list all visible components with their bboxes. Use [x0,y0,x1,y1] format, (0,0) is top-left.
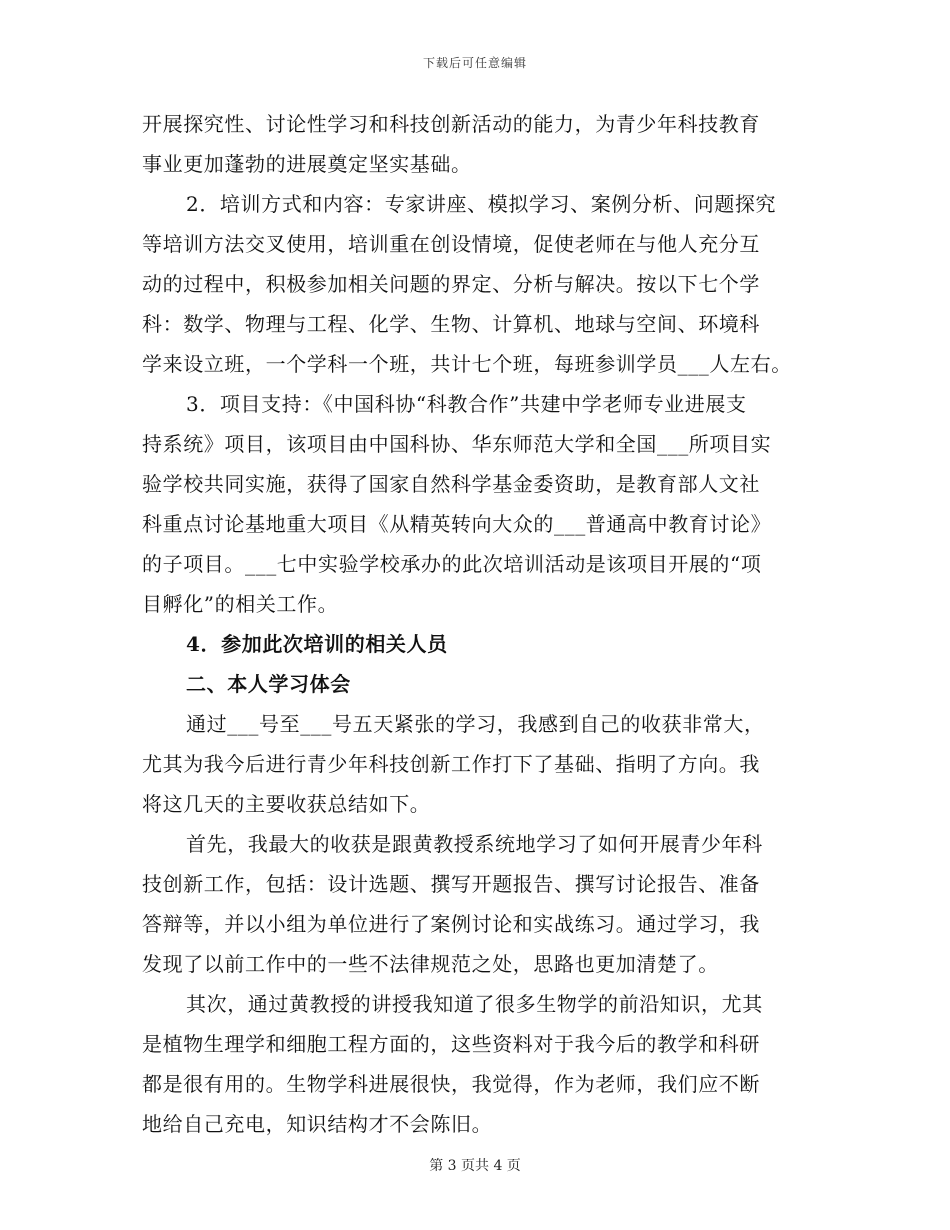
text-line: 等培训方法交叉使用，培训重在创设情境，促使老师在与他人充分互 [142,232,760,256]
text-line: 地给自己充电，知识结构才不会陈旧。 [142,1112,493,1136]
text-line: 通过___号至___号五天紧张的学习，我感到自己的收获非常大， [186,712,765,736]
section-heading: 4．参加此次培训的相关人员 [186,632,448,656]
text-line: 都是很有用的。生物学科进展很快，我觉得，作为老师，我们应不断 [142,1072,760,1096]
text-line: 技创新工作，包括：设计选题、撰写开题报告、撰写讨论报告、准备 [142,872,760,896]
page-header: 下载后可任意编辑 [422,56,527,70]
text-line: 发现了以前工作中的一些不法律规范之处，思路也更加清楚了。 [142,952,719,976]
text-line: 目孵化”的相关工作。 [142,592,339,616]
text-line: 首先，我最大的收获是跟黄教授系统地学习了如何开展青少年科 [186,832,763,856]
text-line: 的子项目。___七中实验学校承办的此次培训活动是该项目开展的“项 [142,552,762,576]
text-line: 是植物生理学和细胞工程方面的，这些资料对于我今后的教学和科研 [142,1032,760,1056]
text-line: 持系统》项目，该项目由中国科协、华东师范大学和全国___所项目实 [142,432,772,456]
text-line: 尤其为我今后进行青少年科技创新工作打下了基础、指明了方向。我 [142,752,760,776]
text-line: 3．项目支持：《中国科协“科教合作”共建中学老师专业进展支 [186,392,747,416]
text-line: 将这几天的主要收获总结如下。 [142,792,431,816]
text-line: 科：数学、物理与工程、化学、生物、计算机、地球与空间、环境科 [142,312,760,336]
text-line: 科重点讨论基地重大项目《从精英转向大众的___普通高中教育讨论》 [142,512,772,536]
document-body [142,104,822,1144]
page-footer: 第 3 页共 4 页 [429,1158,521,1174]
text-line: 答辩等，并以小组为单位进行了案例讨论和实战练习。通过学习，我 [142,912,760,936]
text-line: 事业更加蓬勃的进展奠定坚实基础。 [142,152,472,176]
text-line: 其次，通过黄教授的讲授我知道了很多生物学的前沿知识，尤其 [186,992,763,1016]
text-line: 开展探究性、讨论性学习和科技创新活动的能力，为青少年科技教育 [142,112,760,136]
text-line: 2．培训方式和内容：专家讲座、模拟学习、案例分析、问题探究 [186,192,777,216]
section-heading: 二、本人学习体会 [186,672,351,696]
text-line: 动的过程中，积极参加相关问题的界定、分析与解决。按以下七个学 [142,272,760,296]
text-line: 学来设立班，一个学科一个班，共计七个班，每班参训学员___人左右。 [142,352,792,376]
text-line: 验学校共同实施，获得了国家自然科学基金委资助，是教育部人文社 [142,472,760,496]
